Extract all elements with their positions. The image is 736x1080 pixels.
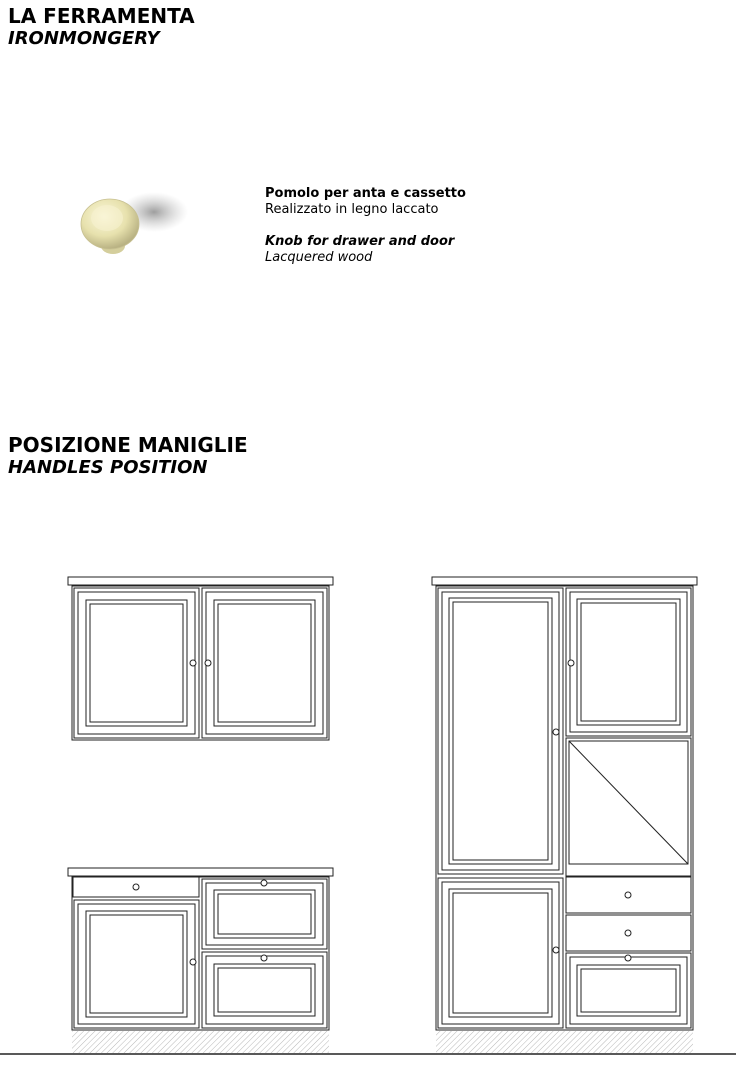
section-title-ironmongery-it: LA FERRAMENTA [8, 4, 195, 28]
handles-position-drawing [0, 560, 736, 1060]
plinth [72, 1031, 329, 1053]
section-title-handles-en: HANDLES POSITION [8, 457, 208, 478]
knob-material-en: Lacquered wood [265, 250, 373, 265]
knob-marker [568, 660, 574, 666]
plinth [436, 1031, 693, 1053]
knob-marker [625, 955, 631, 961]
knob-marker [625, 930, 631, 936]
knob-marker [261, 880, 267, 886]
knob-marker [625, 892, 631, 898]
section-title-handles-it: POSIZIONE MANIGLIE [8, 433, 248, 457]
knob-marker [553, 729, 559, 735]
knob-marker [190, 959, 196, 965]
base-cabinet [68, 868, 333, 1053]
knob-marker [133, 884, 139, 890]
wall-cabinet [68, 577, 333, 740]
knob-material-it: Realizzato in legno laccato [265, 202, 439, 217]
knob-marker [190, 660, 196, 666]
knob-marker [205, 660, 211, 666]
knob-description [265, 186, 466, 266]
knob-marker [261, 955, 267, 961]
tall-cabinet [432, 577, 697, 1053]
knob-name-it: Pomolo per anta e cassetto [265, 186, 466, 201]
knob-marker [553, 947, 559, 953]
knob-icon [80, 182, 190, 264]
knob-name-en: Knob for drawer and door [265, 234, 455, 249]
section-title-ironmongery-en: IRONMONGERY [8, 28, 160, 49]
